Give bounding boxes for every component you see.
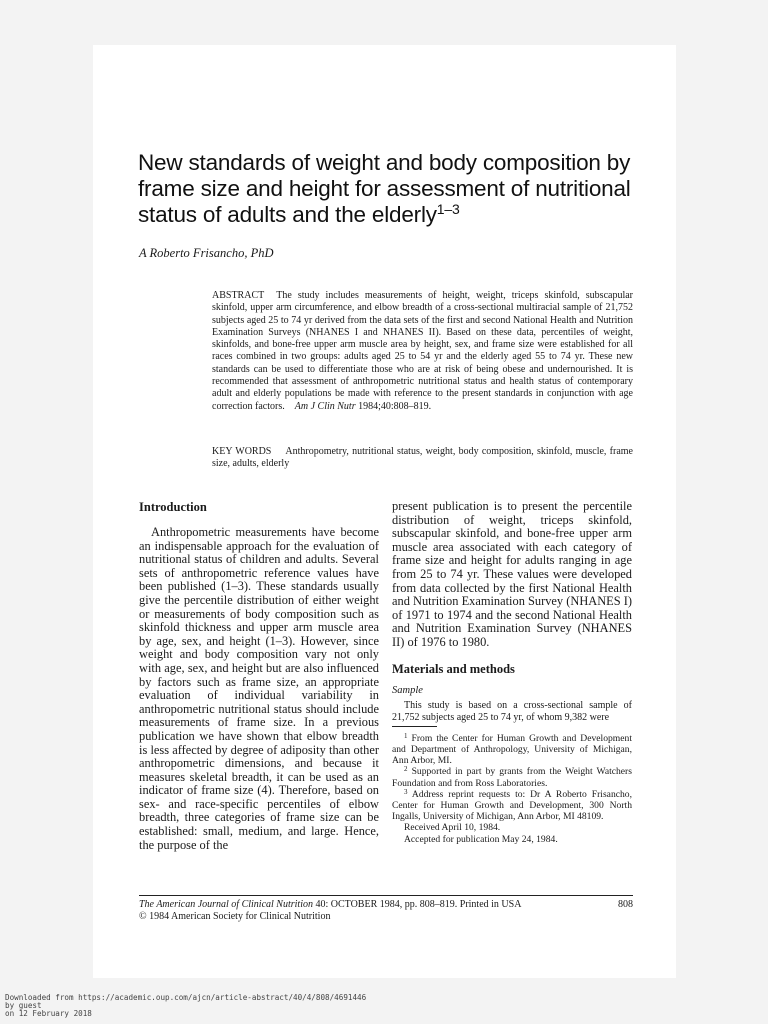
introduction-continued: present publication is to present the percentile distribution of weight, triceps skinfold, subscapular skinfold, and bone-free upper arm muscle area associated with each category of frame size and height for adults ranging in age from 25 to 74 yr. These values were developed from data collected by the first National Health and Nutrition Examination Survey (NHANES I) of 1971 to 1974 and the second National Health and Nutrition Examination Survey (NHANES II) of 1976 to 1980. (392, 499, 632, 649)
footnotes (392, 733, 632, 845)
journal-name: The American Journal of Clinical Nutrition (139, 899, 313, 910)
methods-heading: Materials and methods (392, 661, 515, 676)
journal-citation (139, 899, 633, 911)
article-title: New standards of weight and body composition by frame size and height for assessment of nutritional status of adults and the elderly$^{1-3}$ (138, 150, 631, 227)
journal-copyright: © 1984 American Society for Clinical Nutrition (139, 910, 331, 922)
accepted-date: Accepted for publication May 24, 1984. (404, 833, 558, 845)
abstract-label: ABSTRACT (212, 290, 265, 301)
keywords-label: KEY WORDS (212, 446, 272, 457)
sample-paragraph: This study is based on a cross-sectional sample of 21,752 subjects aged 25 to 74 yr, of whom 9,382 were (392, 700, 632, 723)
received-date: Received April 10, 1984. (404, 822, 501, 834)
sample-subheading: Sample (392, 684, 423, 696)
left-column (139, 500, 379, 852)
keywords (212, 446, 633, 471)
journal-details: 40: OCTOBER 1984, pp. 808–819. Printed in USA (315, 899, 522, 910)
footnote: $^2$ Supported in part by grants from the Weight Watchers Foundation and from Ross Laboratories. (392, 765, 632, 789)
title-footnote-marks: 1–3 (436, 201, 460, 217)
footnote-divider (392, 726, 437, 727)
footnote: $^3$ Address reprint requests to: Dr A Roberto Frisancho, Center for Human Growth and Development, 300 North Ingalls, University of Michigan, Ann Arbor, MI 48109. (392, 787, 632, 823)
right-column (392, 500, 632, 845)
download-notice: Downloaded from https://academic.oup.com/ajcn/article-abstract/40/4/808/4691446 by guest on 12 February 2018 (5, 993, 367, 1018)
abstract-citation-detail: 1984;40:808–819. (358, 400, 432, 412)
author-name: A Roberto Frisancho, PhD (139, 246, 274, 260)
abstract-citation: Am J Clin Nutr (294, 400, 356, 412)
page-number: 808 (618, 899, 633, 910)
journal-footer (139, 899, 633, 922)
introduction-paragraph: Anthropometric measurements have become an indispensable approach for the evaluation of nutritional status of children and adults. Several sets of anthropometric reference values have been published (1–3). These standards usually give the percentile distribution of either weight or measurements of body composition such as skinfold thickness and upper arm muscle area by age, sex, and height (1–3). However, since weight and body composition vary not only with age, sex, and height but are also influenced by factors such as frame size, an appropriate evaluation of individual variability in anthropometric nutritional status should include measurements of frame size. In a previous publication we have shown that elbow breadth is less affected by degree of adiposity than other anthropometric dimensions, and because it measures skeletal breadth, it can be used as an indicator of frame size (4). Therefore, based on sex- and race-specific percentiles of elbow breadth, three categories of frame size can be established: small, medium, and large. Hence, the purpose of the (139, 525, 379, 852)
keywords-text: Anthropometry, nutritional status, weight, body composition, skinfold, muscle, frame size, adults, elderly (212, 446, 633, 470)
footnote: $^1$ From the Center for Human Growth and Development and Department of Anthropology, University of Michigan, Ann Arbor, MI. (392, 731, 632, 767)
abstract (212, 290, 633, 413)
footer-divider (139, 895, 633, 896)
abstract-text: The study includes measurements of height, weight, triceps skinfold, subscapular skinfold, upper arm circumference, and elbow breadth of a cross-sectional multiracial sample of 21,752 subjects aged 25 to 74 yr derived from the data sets of the first and second National Health and Nutrition Examination Surveys (NHANES I and NHANES II). Based on these data, percentiles of weight, skinfolds, and bone-free upper arm muscle area by height, sex, and frame size were established for all races combined in two groups: adults aged 25 to 54 yr and the elderly aged 55 to 74 yr. These new standards can be used to differentiate those who are at risk of being obese and undernourished. It is recommended that assessment of anthropometric nutritional status and health status of contemporary adult and elderly populations be made with reference to the present standards in conjunction with age correction factors. (212, 290, 633, 412)
introduction-heading: Introduction (139, 500, 207, 514)
